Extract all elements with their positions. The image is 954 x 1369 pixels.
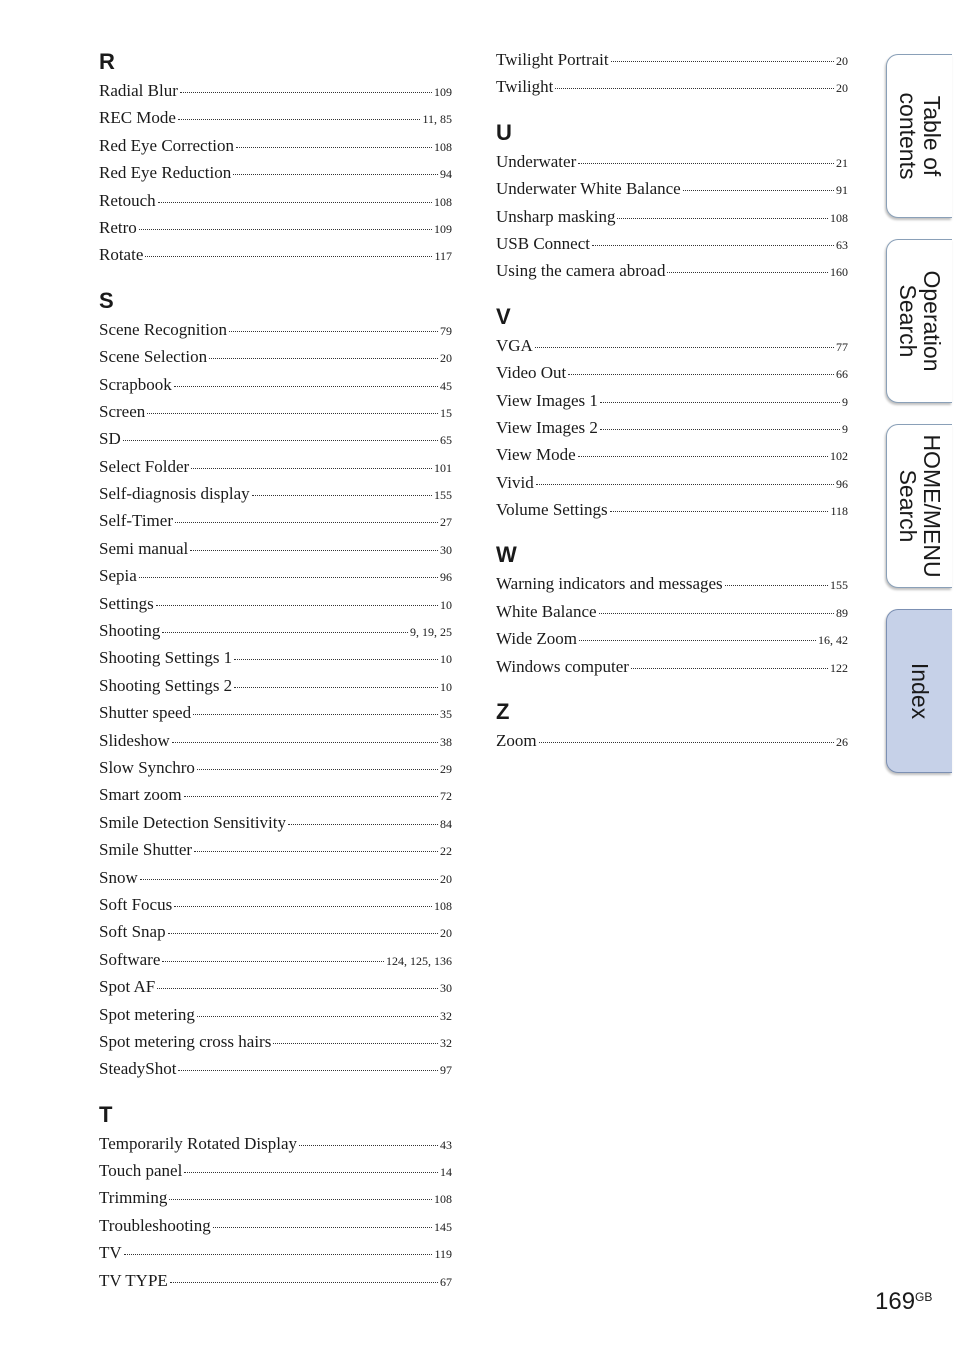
index-entry[interactable] xyxy=(99,214,452,241)
index-term: Windows computer xyxy=(496,656,629,676)
index-entry[interactable] xyxy=(99,699,452,726)
index-entry[interactable] xyxy=(99,104,452,131)
dot-leader xyxy=(170,1281,438,1283)
index-page-ref[interactable]: 27 xyxy=(440,515,452,530)
index-page-ref[interactable]: 109 xyxy=(434,85,452,99)
index-term: Warning indicators and messages xyxy=(496,574,723,594)
index-entry[interactable] xyxy=(496,332,848,359)
dot-leader xyxy=(535,346,834,348)
index-term: Shooting xyxy=(99,621,161,641)
index-entry[interactable] xyxy=(99,891,452,918)
index-entry[interactable] xyxy=(496,653,848,680)
index-page-ref[interactable]: 10 xyxy=(440,652,452,667)
index-page-ref[interactable]: 9 xyxy=(842,394,848,409)
dot-leader xyxy=(197,768,438,770)
dot-leader xyxy=(175,521,438,523)
index-section-u xyxy=(496,115,848,285)
index-page-ref[interactable]: 15 xyxy=(440,405,452,420)
dot-leader xyxy=(667,271,828,273)
index-term: TV xyxy=(99,1243,122,1263)
index-term: Underwater White Balance xyxy=(496,179,681,199)
index-entry[interactable] xyxy=(99,809,452,836)
index-term: Settings xyxy=(99,593,154,613)
page-number-suffix: GB xyxy=(915,1290,933,1304)
index-entry[interactable] xyxy=(99,1001,452,1028)
dot-leader xyxy=(157,987,438,989)
tab-label: HOME/MENU Search xyxy=(894,434,945,578)
dot-leader xyxy=(683,189,834,191)
index-page-ref[interactable]: 117 xyxy=(434,249,452,264)
index-entry[interactable] xyxy=(99,371,452,398)
index-entry[interactable] xyxy=(496,625,848,652)
index-term: Semi manual xyxy=(99,538,189,558)
index-page-ref[interactable]: 122 xyxy=(830,660,848,675)
index-term: Retouch xyxy=(99,190,156,210)
index-entry[interactable] xyxy=(99,836,452,863)
index-page-ref[interactable]: 145 xyxy=(434,1219,452,1234)
index-entry[interactable] xyxy=(496,441,848,468)
index-term: Temporarily Rotated Display xyxy=(99,1133,298,1153)
dot-leader xyxy=(229,330,438,332)
index-entry[interactable] xyxy=(99,425,452,452)
dot-leader xyxy=(147,412,438,414)
index-entry[interactable] xyxy=(99,1157,452,1184)
dot-leader xyxy=(213,1226,432,1228)
index-entry[interactable] xyxy=(99,781,452,808)
dot-leader xyxy=(191,467,432,469)
index-page-ref[interactable]: 45 xyxy=(440,378,452,393)
dot-leader xyxy=(599,612,834,614)
index-term: Self-Timer xyxy=(99,511,173,531)
index-entry[interactable] xyxy=(99,1239,452,1266)
dot-leader xyxy=(140,878,438,880)
index-page-ref[interactable]: 108 xyxy=(434,1192,452,1207)
index-page-ref[interactable]: 26 xyxy=(836,735,848,750)
index-term: Touch panel xyxy=(99,1161,183,1181)
index-entry[interactable] xyxy=(99,727,452,754)
index-term: Software xyxy=(99,949,161,969)
index-page-ref[interactable]: 20 xyxy=(440,871,452,886)
index-entry[interactable] xyxy=(99,343,452,370)
index-entry[interactable] xyxy=(99,562,452,589)
index-page-ref[interactable]: 38 xyxy=(440,734,452,749)
index-entry[interactable] xyxy=(496,230,848,257)
index-page-ref[interactable]: 119 xyxy=(434,1247,452,1262)
index-term: White Balance xyxy=(496,601,597,621)
index-page-ref[interactable]: 29 xyxy=(440,761,452,776)
index-entry[interactable] xyxy=(496,469,848,496)
index-page-ref[interactable]: 65 xyxy=(440,433,452,448)
dot-leader xyxy=(172,741,438,743)
index-term: Radial Blur xyxy=(99,81,178,100)
tab-index[interactable] xyxy=(886,609,952,773)
index-entry[interactable] xyxy=(99,754,452,781)
index-term: Smile Detection Sensitivity xyxy=(99,812,286,832)
dot-leader xyxy=(139,228,432,230)
index-term: Retro xyxy=(99,217,137,237)
dot-leader xyxy=(631,667,828,669)
index-section-r xyxy=(99,44,452,269)
index-entry[interactable] xyxy=(99,1028,452,1055)
index-term: Slideshow xyxy=(99,730,170,750)
index-term: Red Eye Reduction xyxy=(99,163,232,183)
section-letter: W xyxy=(496,542,517,568)
index-term: Slow Synchro xyxy=(99,757,195,777)
section-letter: U xyxy=(496,119,512,145)
index-page-ref[interactable]: 63 xyxy=(836,237,848,252)
dot-leader xyxy=(600,401,840,403)
index-page-ref[interactable]: 89 xyxy=(836,605,848,620)
dot-leader xyxy=(162,631,408,633)
index-entry[interactable] xyxy=(99,672,452,699)
dot-leader xyxy=(234,658,438,660)
dot-leader xyxy=(158,201,432,203)
index-page-ref[interactable]: 118 xyxy=(830,504,848,519)
index-column-right xyxy=(496,46,848,768)
index-term: Unsharp masking xyxy=(496,206,616,226)
index-term: Scrapbook xyxy=(99,374,172,394)
index-entry[interactable] xyxy=(99,1055,452,1082)
index-entry[interactable] xyxy=(496,257,848,284)
index-page-ref[interactable]: 20 xyxy=(440,351,452,366)
index-term: View Mode xyxy=(496,445,576,465)
dot-leader xyxy=(178,118,420,120)
index-term: Shooting Settings 1 xyxy=(99,648,233,668)
dot-leader xyxy=(555,87,834,89)
section-letter: R xyxy=(99,49,115,74)
dot-leader xyxy=(180,91,432,93)
index-term: Screen xyxy=(99,401,146,421)
index-term: Snow xyxy=(99,867,138,887)
dot-leader xyxy=(194,850,438,852)
dot-leader xyxy=(299,1144,438,1146)
index-page-ref[interactable]: 66 xyxy=(836,367,848,382)
dot-leader xyxy=(193,713,438,715)
index-term: TV TYPE xyxy=(99,1270,168,1290)
dot-leader xyxy=(578,455,828,457)
index-page-ref[interactable]: 155 xyxy=(830,578,848,593)
index-entry[interactable] xyxy=(496,203,848,230)
index-page-ref[interactable]: 102 xyxy=(830,449,848,464)
dot-leader xyxy=(600,428,840,430)
index-entry[interactable] xyxy=(99,507,452,534)
dot-leader xyxy=(273,1042,438,1044)
tab-home-menu-search[interactable] xyxy=(886,424,952,588)
dot-leader xyxy=(610,510,829,512)
index-entry[interactable] xyxy=(99,590,452,617)
index-page-ref[interactable]: 32 xyxy=(440,1008,452,1023)
index-entry[interactable] xyxy=(99,946,452,973)
index-entry[interactable] xyxy=(496,73,848,100)
index-page-ref[interactable]: 108 xyxy=(434,194,452,209)
index-term: Sepia xyxy=(99,566,137,586)
index-page-ref[interactable]: 10 xyxy=(440,597,452,612)
index-section-t-continued xyxy=(496,46,848,101)
section-letter: V xyxy=(496,303,511,329)
index-term: Video Out xyxy=(496,363,567,383)
index-page-ref[interactable]: 84 xyxy=(440,816,452,831)
index-page-ref[interactable]: 94 xyxy=(440,167,452,182)
index-entry[interactable] xyxy=(99,1267,452,1294)
index-entry[interactable] xyxy=(99,644,452,671)
index-page-ref[interactable]: 108 xyxy=(434,139,452,154)
index-term: SteadyShot xyxy=(99,1059,177,1079)
index-entry[interactable] xyxy=(496,727,848,754)
tab-label: Operation Search xyxy=(894,270,945,372)
index-term: REC Mode xyxy=(99,108,176,128)
index-term: VGA xyxy=(496,335,533,355)
index-page-ref[interactable]: 30 xyxy=(440,542,452,557)
index-page-ref[interactable]: 155 xyxy=(434,488,452,503)
index-page-ref[interactable]: 109 xyxy=(434,221,452,236)
index-entry[interactable] xyxy=(99,1212,452,1239)
index-page-ref[interactable]: 30 xyxy=(440,981,452,996)
index-entry[interactable] xyxy=(496,46,848,73)
dot-leader xyxy=(617,217,828,219)
index-page-ref[interactable]: 67 xyxy=(440,1274,452,1289)
index-entry[interactable] xyxy=(99,864,452,891)
dot-leader xyxy=(592,244,834,246)
dot-leader xyxy=(184,1171,438,1173)
index-entry[interactable] xyxy=(99,77,452,104)
index-term: Troubleshooting xyxy=(99,1215,211,1235)
index-term: Vivid xyxy=(496,472,534,492)
index-page-ref[interactable]: 14 xyxy=(440,1165,452,1180)
index-term: Spot metering xyxy=(99,1004,195,1024)
dot-leader xyxy=(197,1015,438,1017)
index-page-ref[interactable]: 97 xyxy=(440,1063,452,1078)
index-entry[interactable] xyxy=(496,598,848,625)
dot-leader xyxy=(174,385,438,387)
index-section-v xyxy=(496,299,848,524)
dot-leader xyxy=(169,1198,432,1200)
index-entry[interactable] xyxy=(99,1184,452,1211)
dot-leader xyxy=(579,639,816,641)
index-term: Using the camera abroad xyxy=(496,261,666,281)
index-page-ref[interactable]: 108 xyxy=(830,210,848,225)
index-term: Zoom xyxy=(496,731,537,751)
index-entry[interactable] xyxy=(99,132,452,159)
index-entry[interactable] xyxy=(99,480,452,507)
index-entry[interactable] xyxy=(496,175,848,202)
dot-leader xyxy=(233,173,438,175)
index-term: Trimming xyxy=(99,1188,168,1208)
index-term: SD xyxy=(99,429,121,449)
section-letter: Z xyxy=(496,699,510,725)
index-section-z xyxy=(496,694,848,754)
index-term: Select Folder xyxy=(99,456,190,476)
index-page-ref[interactable]: 22 xyxy=(440,844,452,859)
index-entry[interactable] xyxy=(496,414,848,441)
dot-leader xyxy=(178,1069,438,1071)
dot-leader xyxy=(725,584,828,586)
index-page-ref[interactable]: 20 xyxy=(836,81,848,96)
index-term: Spot AF xyxy=(99,977,156,997)
index-page-ref[interactable]: 32 xyxy=(440,1035,452,1050)
dot-leader xyxy=(536,483,834,485)
page-number-value: 169 xyxy=(875,1288,916,1315)
index-term: Smart zoom xyxy=(99,785,182,805)
index-page-ref[interactable]: 72 xyxy=(440,789,452,804)
index-term: Underwater xyxy=(496,151,577,171)
tab-label: Index xyxy=(906,662,933,720)
index-page-ref[interactable]: 10 xyxy=(440,679,452,694)
index-term: Soft Snap xyxy=(99,922,166,942)
index-page-ref[interactable]: 108 xyxy=(434,898,452,913)
index-term: Smile Shutter xyxy=(99,840,193,860)
section-letter: S xyxy=(99,287,114,313)
dot-leader xyxy=(288,823,438,825)
index-page-ref[interactable]: 77 xyxy=(836,339,848,354)
tab-table-of-contents[interactable] xyxy=(886,54,952,218)
index-entry[interactable] xyxy=(99,187,452,214)
index-page-ref[interactable]: 124, 125, 136 xyxy=(386,953,452,968)
index-term: Shutter speed xyxy=(99,703,192,723)
index-entry[interactable] xyxy=(496,359,848,386)
index-page-ref[interactable]: 101 xyxy=(434,460,452,475)
index-entry[interactable] xyxy=(496,148,848,175)
index-page-ref[interactable]: 79 xyxy=(440,323,452,338)
dot-leader xyxy=(539,741,834,743)
index-entry[interactable] xyxy=(99,973,452,1000)
index-page-ref[interactable]: 91 xyxy=(836,183,848,198)
index-entry[interactable] xyxy=(99,159,452,186)
dot-leader xyxy=(168,932,438,934)
dot-leader xyxy=(162,960,384,962)
dot-leader xyxy=(124,1253,433,1255)
index-term: Soft Focus xyxy=(99,894,173,914)
index-term: Twilight Portrait xyxy=(496,50,609,69)
index-entry[interactable] xyxy=(99,1130,452,1157)
index-page-ref[interactable]: 43 xyxy=(440,1137,452,1152)
index-page-ref[interactable]: 96 xyxy=(836,476,848,491)
index-term: Scene Selection xyxy=(99,347,208,367)
dot-leader xyxy=(611,60,834,62)
index-term: Spot metering cross hairs xyxy=(99,1031,272,1051)
dot-leader xyxy=(190,549,438,551)
dot-leader xyxy=(184,795,438,797)
index-entry[interactable] xyxy=(99,398,452,425)
index-column-left xyxy=(99,44,452,1308)
index-page-ref[interactable]: 20 xyxy=(440,926,452,941)
dot-leader xyxy=(236,146,432,148)
index-page-ref[interactable]: 160 xyxy=(830,265,848,280)
dot-leader xyxy=(234,686,438,688)
index-entry[interactable] xyxy=(99,453,452,480)
dot-leader xyxy=(252,494,432,496)
dot-leader xyxy=(174,905,432,907)
index-page-ref[interactable]: 16, 42 xyxy=(818,633,848,648)
index-entry[interactable] xyxy=(496,387,848,414)
index-term: Volume Settings xyxy=(496,500,608,520)
dot-leader xyxy=(123,439,438,441)
index-page-ref[interactable]: 11, 85 xyxy=(422,112,452,127)
index-section-t xyxy=(99,1097,452,1294)
section-letter: T xyxy=(99,1101,113,1127)
index-entry[interactable] xyxy=(496,496,848,523)
index-page-ref[interactable]: 9 xyxy=(842,421,848,436)
index-page-ref[interactable]: 96 xyxy=(440,570,452,585)
index-entry[interactable] xyxy=(99,241,452,268)
index-entry[interactable] xyxy=(99,918,452,945)
index-term: Shooting Settings 2 xyxy=(99,675,233,695)
index-page-ref[interactable]: 20 xyxy=(836,54,848,68)
index-term: Wide Zoom xyxy=(496,629,577,649)
dot-leader xyxy=(156,604,438,606)
index-section-s xyxy=(99,283,452,1083)
index-entry[interactable] xyxy=(99,316,452,343)
index-term: USB Connect xyxy=(496,233,590,253)
dot-leader xyxy=(209,357,438,359)
index-term: Rotate xyxy=(99,245,144,265)
index-entry[interactable] xyxy=(99,535,452,562)
tab-operation-search[interactable] xyxy=(886,239,952,403)
tab-label: Table of contents xyxy=(894,92,945,180)
index-page-ref[interactable]: 9, 19, 25 xyxy=(410,625,452,640)
index-term: Red Eye Correction xyxy=(99,135,235,155)
index-page-ref[interactable]: 35 xyxy=(440,707,452,722)
dot-leader xyxy=(578,162,834,164)
index-term: Twilight xyxy=(496,77,554,97)
dot-leader xyxy=(139,576,438,578)
dot-leader xyxy=(145,255,432,257)
index-term: Scene Recognition xyxy=(99,319,227,339)
index-term: View Images 1 xyxy=(496,390,598,410)
index-entry[interactable] xyxy=(99,617,452,644)
index-term: Self-diagnosis display xyxy=(99,484,250,504)
index-section-w xyxy=(496,537,848,680)
index-page-ref[interactable]: 21 xyxy=(836,155,848,170)
index-term: View Images 2 xyxy=(496,417,598,437)
index-entry[interactable] xyxy=(496,570,848,597)
page-number xyxy=(875,1288,932,1316)
dot-leader xyxy=(568,373,834,375)
